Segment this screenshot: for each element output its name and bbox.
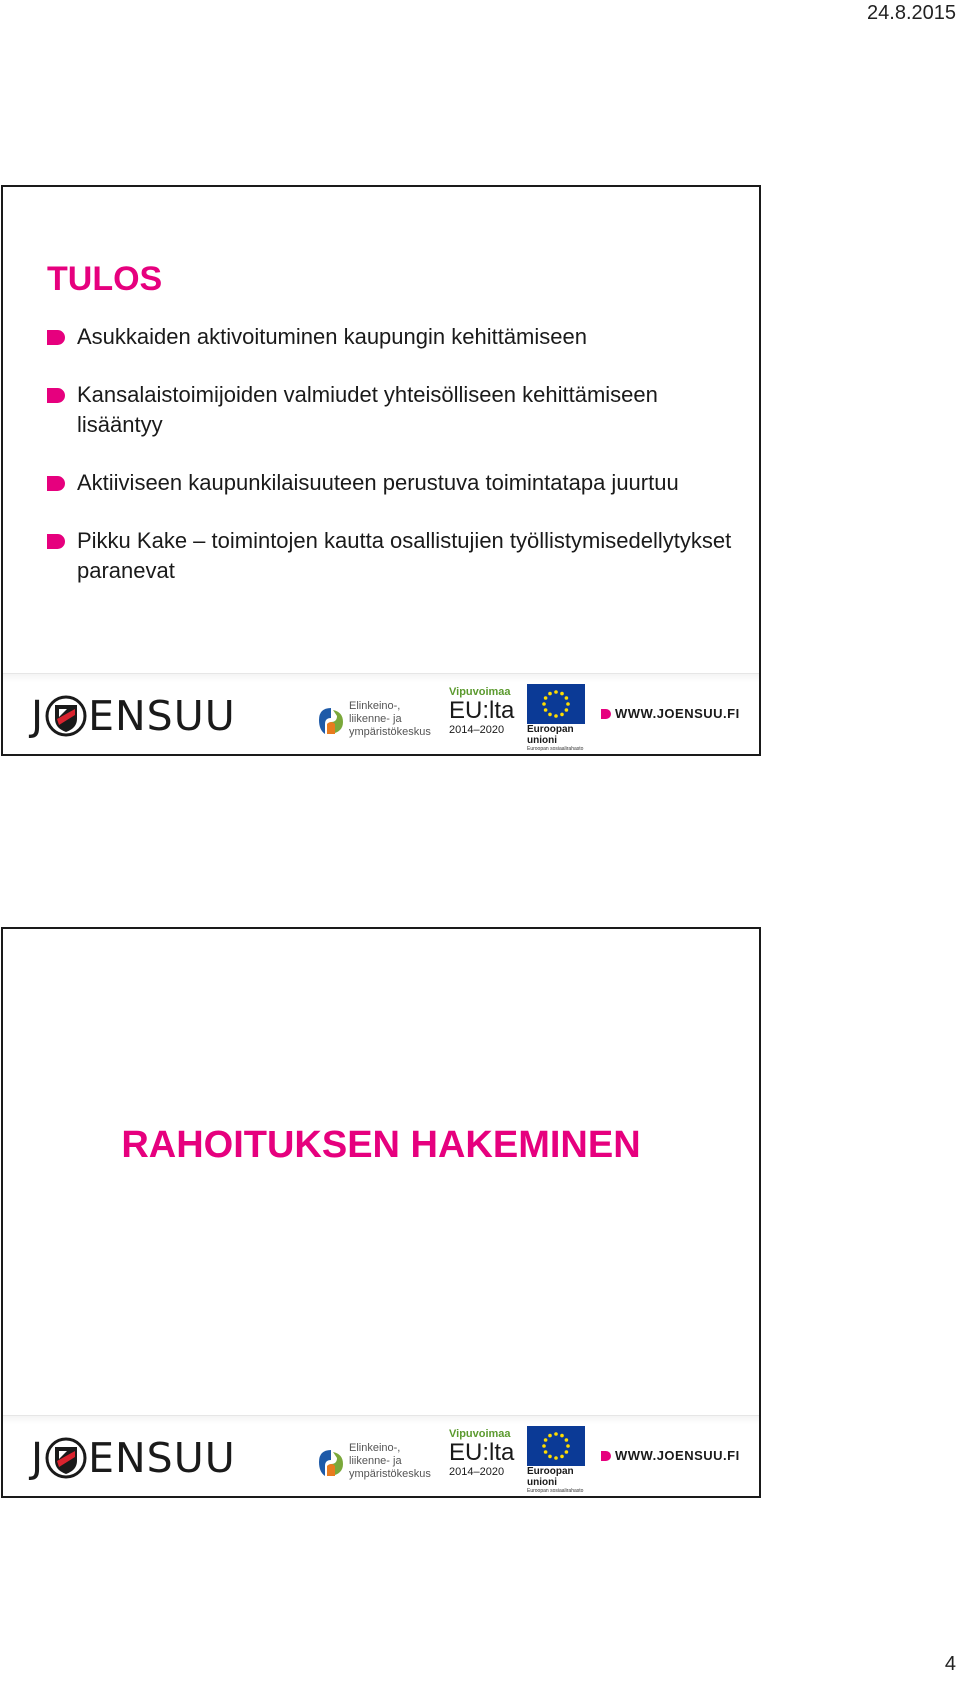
website-link[interactable]: WWW.JOENSUU.FI <box>601 706 740 721</box>
joensuu-crest-icon <box>45 695 87 737</box>
joensuu-crest-icon <box>45 1437 87 1479</box>
slide-footer <box>3 1415 759 1496</box>
ely-icon <box>317 1446 345 1478</box>
eu-logo: Euroopan unioni Euroopan sosiaalirahasto <box>527 1426 587 1494</box>
bullet-list <box>47 322 747 614</box>
ely-icon <box>317 704 345 736</box>
vipuvoimaa-logo: Vipuvoimaa EU:lta 2014–2020 <box>449 686 515 736</box>
bullet-icon <box>47 330 65 345</box>
bullet-item <box>47 526 747 586</box>
eu-logo: Euroopan unioni Euroopan sosiaalirahasto <box>527 684 587 752</box>
bullet-icon <box>47 534 65 549</box>
www-arrow-icon <box>601 709 611 719</box>
slide-title: TULOS <box>47 260 163 298</box>
page-number: 4 <box>944 1653 956 1675</box>
bullet-text: Aktiiviseen kaupunkilaisuuteen perustuva toimintatapa juurtuu <box>77 470 679 495</box>
slide-rahoitus <box>1 927 761 1498</box>
ely-logo: Elinkeino-, liikenne- ja ympäristökeskus <box>317 1442 441 1481</box>
bullet-item <box>47 322 747 352</box>
joensuu-logo: J ENSUU <box>31 1434 236 1482</box>
ely-logo: Elinkeino-, liikenne- ja ympäristökeskus <box>317 700 441 739</box>
eu-flag-icon <box>527 1426 585 1466</box>
bullet-text: Kansalaistoimijoiden valmiudet yhteisölliseen kehittämiseen lisääntyy <box>77 382 658 437</box>
bullet-icon <box>47 388 65 403</box>
eu-flag-icon <box>527 684 585 724</box>
vipuvoimaa-logo: Vipuvoimaa EU:lta 2014–2020 <box>449 1428 515 1478</box>
www-arrow-icon <box>601 1451 611 1461</box>
website-link[interactable]: WWW.JOENSUU.FI <box>601 1448 740 1463</box>
slide-footer <box>3 673 759 754</box>
slide-tulos <box>1 185 761 756</box>
page-date: 24.8.2015 <box>867 2 956 24</box>
bullet-icon <box>47 476 65 491</box>
bullet-item <box>47 468 747 498</box>
joensuu-logo: J ENSUU <box>31 692 236 740</box>
slide-title: RAHOITUKSEN HAKEMINEN <box>121 1124 641 1166</box>
bullet-text: Asukkaiden aktivoituminen kaupungin kehittämiseen <box>77 324 587 349</box>
bullet-item <box>47 380 747 440</box>
bullet-text: Pikku Kake – toimintojen kautta osallistujien työllistymisedellytykset paranevat <box>77 528 732 583</box>
